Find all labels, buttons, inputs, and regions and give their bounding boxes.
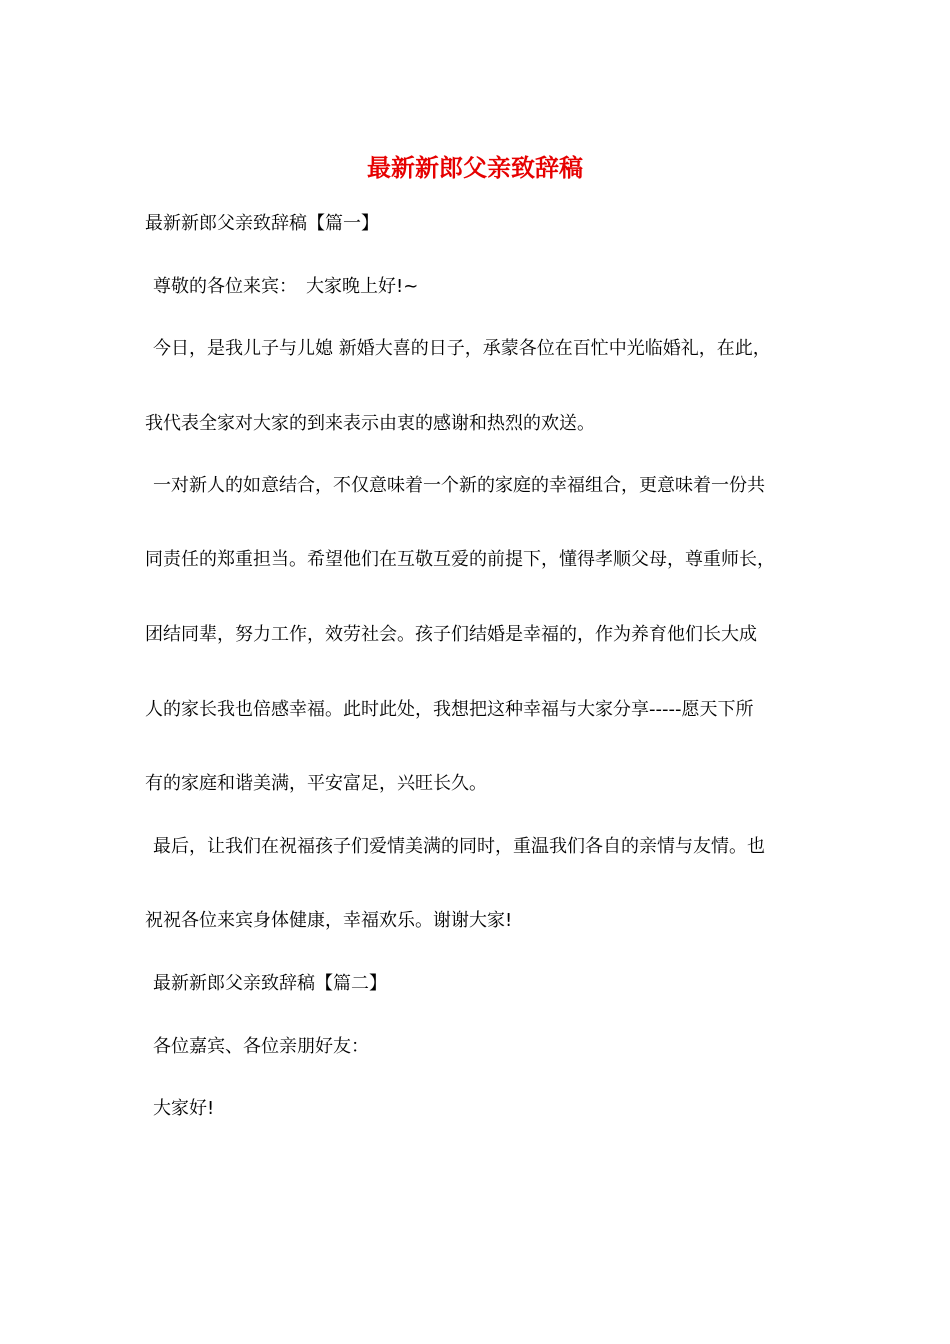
paragraph-line: 一对新人的如意结合，不仅意味着一个新的家庭的幸福组合，更意味着一份共 [153, 475, 765, 496]
paragraph-line: 最后，让我们在祝福孩子们爱情美满的同时，重温我们各自的亲情与友情。也 [153, 836, 765, 857]
paragraph-line: 我代表全家对大家的到来表示由衷的感谢和热烈的欢送。 [145, 413, 595, 434]
greeting-line: 尊敬的各位来宾： 大家晚上好!~ [153, 276, 419, 297]
greeting-line: 大家好! [153, 1098, 215, 1119]
section-heading-2: 最新新郎父亲致辞稿【篇二】 [153, 973, 387, 994]
paragraph-line: 有的家庭和谐美满，平安富足，兴旺长久。 [145, 773, 487, 794]
paragraph-line: 祝祝各位来宾身体健康，幸福欢乐。谢谢大家! [145, 910, 513, 931]
section-heading-1: 最新新郎父亲致辞稿【篇一】 [145, 213, 379, 234]
paragraph-line: 团结同辈，努力工作，效劳社会。孩子们结婚是幸福的，作为养育他们长大成 [145, 624, 757, 645]
paragraph-line: 今日，是我儿子与儿媳 新婚大喜的日子，承蒙各位在百忙中光临婚礼，在此， [153, 338, 771, 359]
document-title: 最新新郎父亲致辞稿 [367, 153, 583, 182]
paragraph-line: 同责任的郑重担当。希望他们在互敬互爱的前提下，懂得孝顺父母，尊重师长， [145, 549, 775, 570]
greeting-line: 各位嘉宾、各位亲朋好友： [153, 1036, 369, 1057]
paragraph-line: 人的家长我也倍感幸福。此时此处，我想把这种幸福与大家分享-----愿天下所 [145, 699, 754, 720]
